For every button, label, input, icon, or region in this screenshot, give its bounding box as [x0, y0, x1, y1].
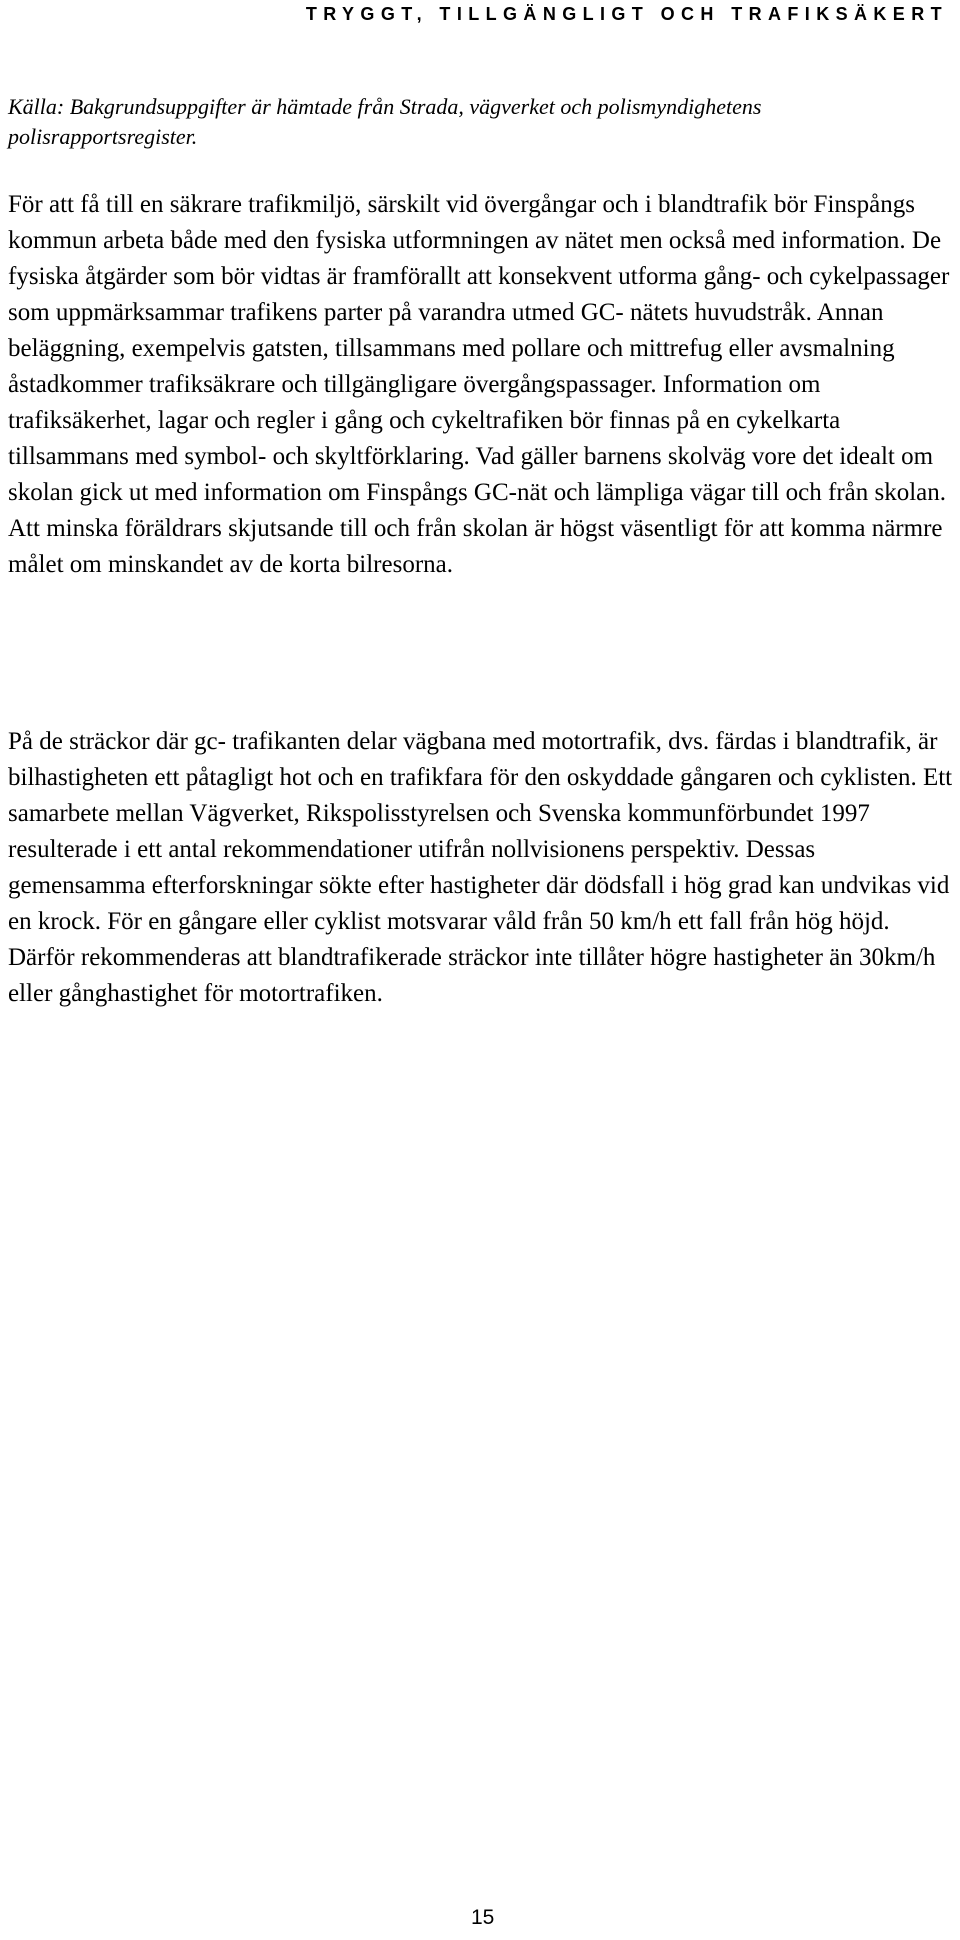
body-paragraph-1: För att få till en säkrare trafikmiljö, särskilt vid övergångar och i blandtrafik bör Finspångs kommun arbeta både med den fysiska utformningen av nätet men också med information. De fysiska åtgärder som bör vidtas är framförallt att konsekvent utforma gång- och cykelpassager som uppmärksammar trafikens parter på varandra utmed GC- nätets huvudstråk. Annan beläggning, exempelvis gatsten, tillsammans med pollare och mittrefug eller avsmalning åstadkommer trafiksäkrare och tillgängligare övergångspassager. Information om trafiksäkerhet, lagar och regler i gång och cykeltrafiken bör finnas på en cykelkarta tillsammans med symbol- och skyltförklaring. Vad gäller barnens skolväg vore det idealt om skolan gick ut med information om Finspångs GC-nät och lämpliga vägar till och från skolan. Att minska föräldrars skjutsande till och från skolan är högst väsentligt för att komma närmre målet om minskandet av de korta bilresorna.: [8, 191, 950, 578]
body-paragraph-2: På de sträckor där gc- trafikanten delar vägbana med motortrafik, dvs. färdas i blandtrafik, är bilhastigheten ett påtagligt hot och en trafikfara för den oskyddade gångaren och cyklisten. Ett samarbete mellan Vägverket, Rikspolisstyrelsen och Svenska kommunförbundet 1997 resulterade i ett antal rekommendationer utifrån nollvisionens perspektiv. Dessas gemensamma efterforskningar sökte efter hastigheter där dödsfall i hög grad kan undvikas vid en krock. För en gångare eller cyklist motsvarar våld från 50 km/h ett fall från hög höjd. Därför rekommenderas att blandtrafikerade sträckor inte tillåter högre hastigheter än 30km/h eller gånghastighet för motortrafiken.: [8, 728, 953, 1007]
page-number: 15: [471, 1906, 495, 1929]
source-note: Källa: Bakgrundsuppgifter är hämtade från Strada, vägverket och polismyndighetens polisrapportsregister.: [8, 94, 762, 149]
running-header: TRYGGT, TILLGÄNGLIGT OCH TRAFIKSÄKERT: [305, 4, 948, 24]
